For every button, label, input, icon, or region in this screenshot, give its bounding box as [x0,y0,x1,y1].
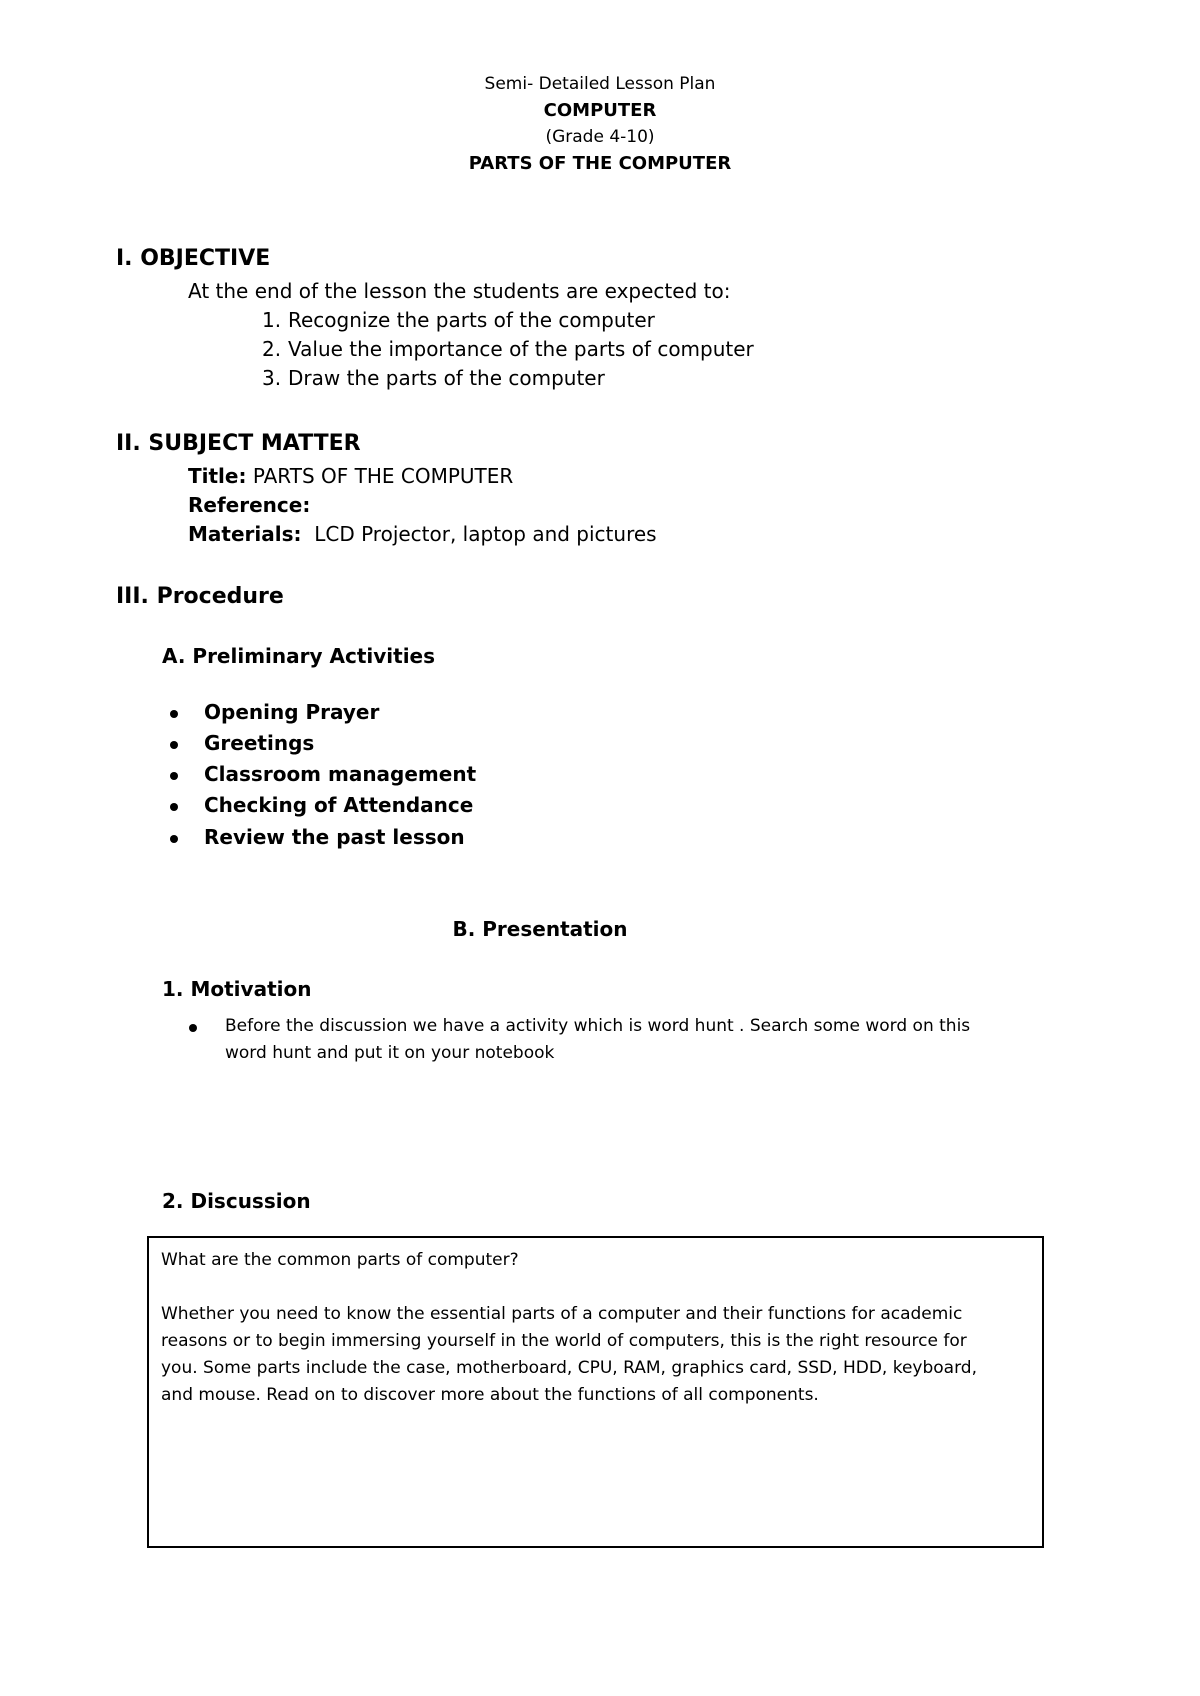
discussion-question: What are the common parts of computer? [161,1250,519,1270]
materials-label: Materials: [188,522,302,546]
preliminary-heading: A. Preliminary Activities [162,644,436,668]
grade-level: (Grade 4-10) [545,127,655,147]
materials-value: LCD Projector, laptop and pictures [314,522,657,546]
reference-line [188,493,310,517]
subject-matter-heading: II. SUBJECT MATTER [116,431,361,456]
discussion-paragraph-line: Whether you need to know the essential parts of a computer and their functions for academic [161,1304,963,1324]
bullet-icon [170,803,178,811]
bullet-icon [170,835,178,843]
motivation-heading: 1. Motivation [162,977,312,1001]
objective-item-text: Recognize the parts of the computer [288,308,655,332]
discussion-paragraph-line: and mouse. Read on to discover more about the functions of all components. [161,1385,819,1405]
preliminary-item: Opening Prayer [204,700,380,724]
preliminary-item: Greetings [204,731,315,755]
doc-type: Semi- Detailed Lesson Plan [484,74,716,94]
title-label: Title: [188,464,247,488]
discussion-paragraph-line: you. Some parts include the case, motherboard, CPU, RAM, graphics card, SSD, HDD, keyboard, [161,1358,977,1378]
reference-label: Reference: [188,493,311,517]
procedure-heading: III. Procedure [116,584,284,609]
preliminary-item: Classroom management [204,762,477,786]
discussion-heading: 2. Discussion [162,1189,311,1213]
bullet-icon [170,710,178,718]
preliminary-item: Checking of Attendance [204,793,474,817]
bullet-icon [170,772,178,780]
objective-intro: At the end of the lesson the students are expected to: [188,279,731,303]
title-value: PARTS OF THE COMPUTER [252,464,514,488]
objective-item [262,337,754,361]
objective-item [262,308,655,332]
objective-item-text: Draw the parts of the computer [288,366,605,390]
subject-title: COMPUTER [543,100,657,121]
discussion-paragraph-line: reasons or to begin immersing yourself in the world of computers, this is the right resource for [161,1331,967,1351]
bullet-icon [189,1024,197,1032]
objective-item-number: 3. [262,366,282,390]
objective-item-number: 1. [262,308,282,332]
objective-item [262,366,605,390]
presentation-heading: B. Presentation [452,917,628,941]
objective-item-text: Value the importance of the parts of computer [288,337,754,361]
subject-title-line [188,464,513,488]
objective-item-number: 2. [262,337,282,361]
preliminary-item: Review the past lesson [204,825,465,849]
objective-heading: I. OBJECTIVE [116,246,271,271]
motivation-text-line: word hunt and put it on your notebook [225,1043,555,1063]
materials-line [188,522,657,546]
lesson-topic: PARTS OF THE COMPUTER [468,153,732,174]
bullet-icon [170,741,178,749]
motivation-text-line: Before the discussion we have a activity which is word hunt . Search some word on this [225,1016,971,1036]
